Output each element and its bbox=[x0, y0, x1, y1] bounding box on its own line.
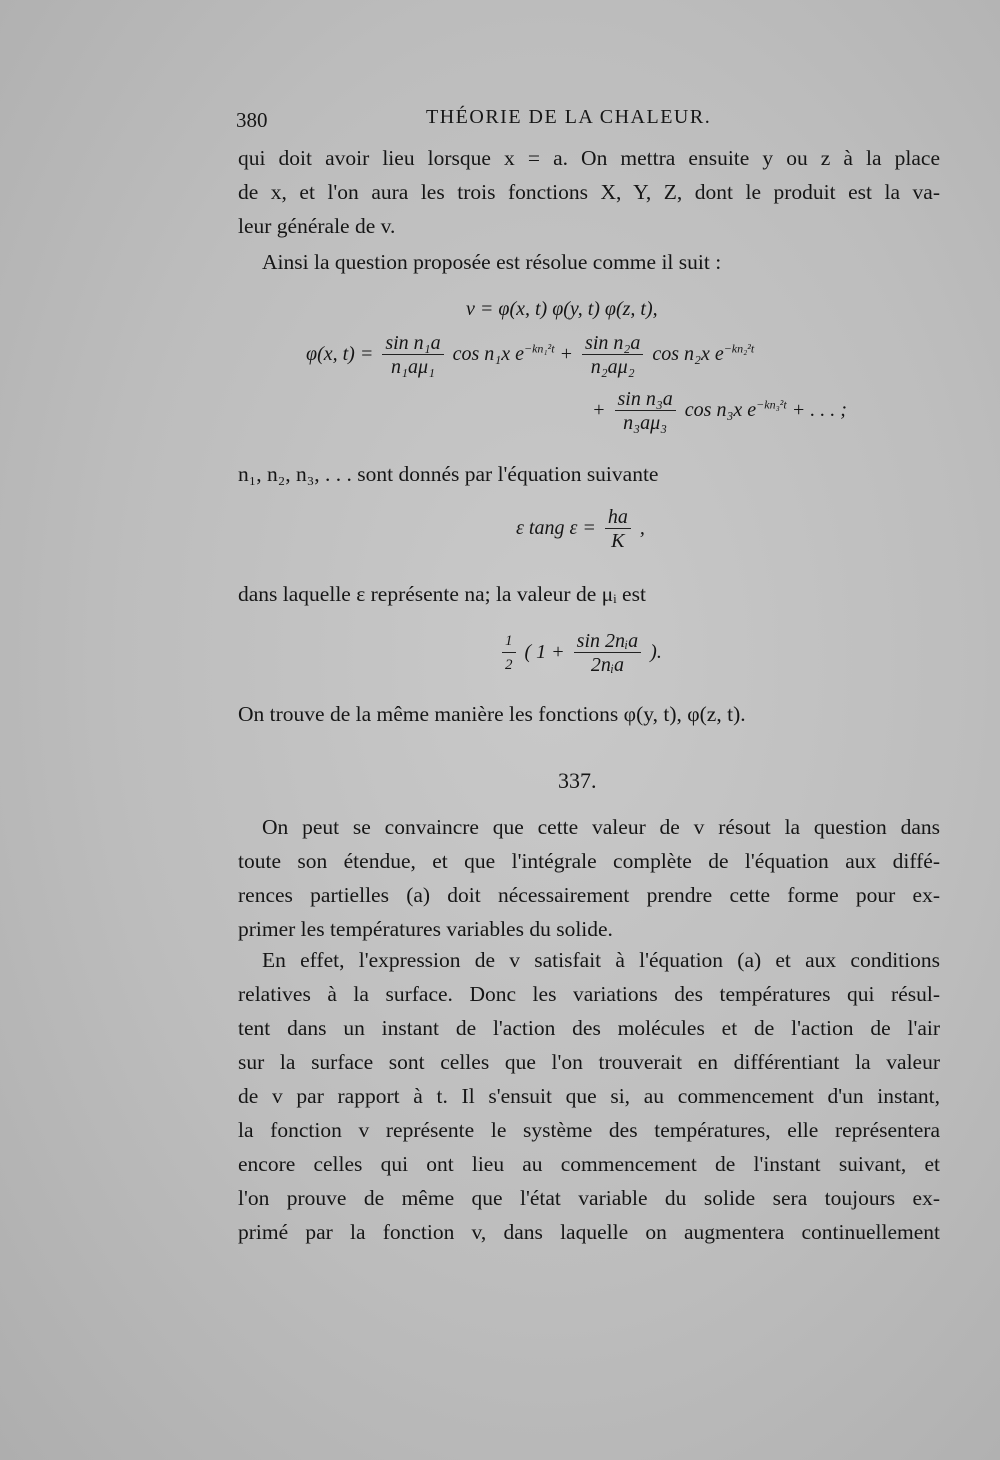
text-line: Ainsi la question proposée est résolue comme il suit : bbox=[262, 250, 722, 274]
page-header bbox=[236, 108, 756, 138]
text-line: n₁, n₂, n₃, . . . sont donnés par l'équation suivante bbox=[238, 462, 659, 486]
eq-tail: , bbox=[639, 517, 645, 540]
eq-lhs: ε tang ε = bbox=[516, 517, 596, 540]
fraction-numerator: ha bbox=[605, 506, 631, 529]
eq-exponent: −kn₁²t bbox=[524, 341, 555, 356]
text-line: rences partielles (a) doit nécessairement prendre cette forme pour ex- bbox=[238, 883, 940, 907]
eq-paren-open: ( 1 + bbox=[524, 641, 565, 664]
eq-plus: + bbox=[559, 343, 574, 366]
eq-term: cos n₃x e bbox=[684, 399, 757, 422]
page-number: 380 bbox=[236, 108, 268, 132]
running-title: THÉORIE DE LA CHALEUR. bbox=[426, 106, 712, 128]
text-line: On trouve de la même manière les fonctions φ(y, t), φ(z, t). bbox=[238, 702, 746, 726]
eq-term: cos n₂x e bbox=[652, 343, 724, 366]
eq-tail: ). bbox=[650, 641, 662, 664]
fraction-denominator: n₁aμ₁ bbox=[391, 356, 435, 378]
fraction-numerator: sin n₂a bbox=[582, 332, 643, 355]
fraction-numerator: sin n₃a bbox=[615, 388, 676, 411]
text-line: dans laquelle ε représente na; la valeur de μᵢ est bbox=[238, 582, 646, 606]
fraction-denominator: 2nᵢa bbox=[590, 654, 624, 676]
fraction bbox=[605, 506, 631, 553]
equation-v: v = φ(x, t) φ(y, t) φ(z, t), bbox=[466, 298, 658, 320]
eq-exponent: −kn₃²t bbox=[756, 397, 787, 412]
fraction-numerator: sin n₁a bbox=[382, 332, 443, 355]
eq-tail: + . . . ; bbox=[791, 399, 847, 422]
text-line: la fonction v représente le système des températures, elle représentera bbox=[238, 1118, 940, 1142]
fraction bbox=[615, 388, 676, 435]
fraction-numerator: 1 bbox=[502, 630, 516, 653]
section-number: 337. bbox=[558, 768, 597, 793]
text-line: de v par rapport à t. Il s'ensuit que si, au commencement d'un instant, bbox=[238, 1084, 940, 1108]
text-line: primé par la fonction v, dans laquelle on augmentera continuellement bbox=[238, 1220, 940, 1244]
fraction bbox=[382, 332, 443, 379]
text-line: qui doit avoir lieu lorsque x = a. On mettra ensuite y ou z à la place bbox=[238, 146, 940, 170]
fraction-numerator: sin 2nᵢa bbox=[574, 630, 642, 653]
fraction bbox=[582, 332, 643, 379]
text-line: de x, et l'on aura les trois fonctions X, Y, Z, dont le produit est la va- bbox=[238, 180, 940, 204]
eq-lhs: φ(x, t) = bbox=[306, 343, 374, 366]
text-line: sur la surface sont celles que l'on trouverait en différentiant la valeur bbox=[238, 1050, 940, 1074]
fraction-denominator: K bbox=[611, 530, 625, 552]
equation-phi-line2 bbox=[592, 388, 847, 435]
equation-mu bbox=[498, 630, 662, 677]
fraction-denominator: n₃aμ₃ bbox=[623, 412, 668, 434]
text-line: En effet, l'expression de v satisfait à l'équation (a) et aux conditions bbox=[262, 948, 940, 972]
text-line: primer les températures variables du solide. bbox=[238, 917, 613, 941]
fraction-denominator: n₂aμ₂ bbox=[590, 356, 635, 378]
equation-phi-line1 bbox=[306, 332, 754, 379]
eq-term: cos n₁x e bbox=[452, 343, 524, 366]
text-line: leur générale de v. bbox=[238, 214, 396, 238]
fraction bbox=[574, 630, 642, 677]
text-line: tent dans un instant de l'action des molécules et de l'action de l'air bbox=[238, 1016, 940, 1040]
text-line: relatives à la surface. Donc les variations des températures qui résul- bbox=[238, 982, 940, 1006]
fraction-denominator: 2 bbox=[505, 657, 513, 673]
eq-exponent: −kn₂²t bbox=[723, 341, 755, 356]
text-line: l'on prouve de même que l'état variable du solide sera toujours ex- bbox=[238, 1186, 940, 1210]
eq-plus: + bbox=[592, 399, 606, 422]
text-line: encore celles qui ont lieu au commencement de l'instant suivant, et bbox=[238, 1152, 940, 1176]
text-line: toute son étendue, et que l'intégrale complète de l'équation aux diffé- bbox=[238, 849, 940, 873]
equation-tang bbox=[516, 506, 645, 553]
fraction bbox=[502, 630, 516, 677]
text-line: On peut se convaincre que cette valeur de v résout la question dans bbox=[262, 815, 940, 839]
